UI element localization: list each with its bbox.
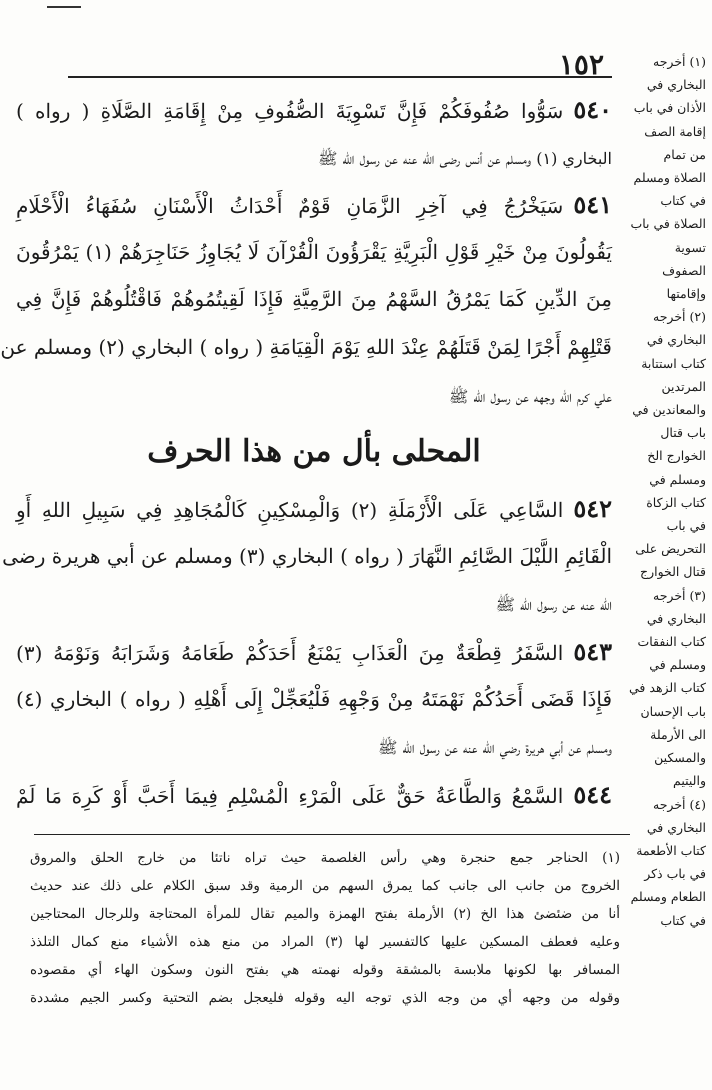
text-line xyxy=(2,533,612,581)
footnote-line: (١) الحناجر جمع حنجرة وهي رأس الغلصمة حيث تراه ناتئا من خارج الحلق والمروق xyxy=(30,850,620,866)
footnote-line: وقوله من وجهه أي من وجه الذي توجه اليه وقوله فليعجل بضم التحتية وكسر الجيم مشددة xyxy=(30,990,620,1006)
footnote-line: وعليه فعطف المسكين عليها كالتفسير لها (٣) المراد من منع هذه الأشياء منع كمال التلذذ xyxy=(30,934,620,950)
line-text: الْقَائِمِ اللَّيْلَ الصَّائِمِ النَّهَارَ ( رواه ) البخاري (٣) ومسلم عن أبي هريرة رضى xyxy=(2,543,612,568)
text-line xyxy=(16,134,612,182)
margin-note: (٢) أخرجه البخاري في كتاب استتابة المرتدين والمعاندين في باب قتال الخوارج الخ ومسلم في كتاب الزكاة في باب التحريض على قتال الخوارج xyxy=(632,309,706,580)
line-text: فَإِذَا قَضَى أَحَدُكُمْ نَهْمَتَهُ مِنْ وَجْهِهِ فَلْيُعَجِّلْ إِلَى أَهْلِهِ ( رواه ) البخاري (٤) xyxy=(16,686,612,711)
margin-notes xyxy=(628,50,706,1080)
text-line xyxy=(0,324,612,372)
footnote-line: المسافر بها لكونها ملابسة بالمشقة وقوله نهمته هي بفتح النون وسكون الهاء أي مقصوده xyxy=(30,962,620,978)
line-text: السَّمْعُ وَالطَّاعَةُ حَقٌّ عَلَى الْمَرْءِ الْمُسْلِمِ فِيمَا أَحَبَّ أَوْ كَرِهَ مَا لَمْ xyxy=(16,783,564,808)
line-text: السَّاعِي عَلَى الْأَرْمَلَةِ (٢) وَالْمِسْكِينِ كَالْمُجَاهِدِ فِي سَبِيلِ اللهِ أَوِ xyxy=(16,498,564,523)
text-line xyxy=(16,628,612,676)
line-text: سَوُّوا صُفُوفَكُمْ فَإِنَّ تَسْوِيَةَ الصُّفُوفِ مِنْ إِقَامَةِ الصَّلَاةِ ( رواه ) xyxy=(16,99,564,123)
line-text: ومسلم عن أبي هريرة رضي الله عنه عن رسول الله ﷺ xyxy=(378,738,612,758)
hadith-number: ٥٤٤ xyxy=(573,779,612,809)
line-text: الله عنه عن رسول الله ﷺ xyxy=(495,595,612,615)
line-text: قَتْلِهِمْ أَجْرًا لِمَنْ قَتَلَهُمْ عِنْدَ اللهِ يَوْمَ الْقِيَامَةِ ( رواه ) البخاري (٢) ومسلم عن xyxy=(0,334,612,359)
header-rule xyxy=(68,76,612,78)
line-text: مِنَ الدِّينِ كَمَا يَمْرُقُ السَّهْمُ مِنَ الرَّمِيَّةِ فَإِذَا لَقِيتُمُوهُمْ فَاقْتُلُوهُمْ فَإِنَّ فِي xyxy=(16,287,612,312)
text-line xyxy=(16,372,612,420)
section-heading: المحلى بأل من هذا الحرف xyxy=(147,434,481,470)
page-number: ١٥٢ xyxy=(558,48,604,81)
footnote-rule xyxy=(34,834,630,835)
line-text: علي كرم الله وجهه عن رسول الله ﷺ xyxy=(448,386,612,406)
margin-note: (٤) أخرجه البخاري في كتاب الأطعمة في باب ذكر الطعام ومسلم في كتاب xyxy=(630,796,706,928)
text-line xyxy=(16,723,612,771)
text-line xyxy=(16,485,612,533)
top-dash xyxy=(47,6,81,8)
text-body xyxy=(0,86,613,818)
text-line xyxy=(16,276,612,324)
line-text: يَقُولُونَ مِنْ خَيْرِ قَوْلِ الْبَرِيَّةِ يَقْرَؤُونَ الْقُرْآنَ لَا يُجَاوِزُ حَنَاجِرَهُمْ (١) يَمْرُقُونَ xyxy=(16,239,613,264)
line-text: السَّفَرُ قِطْعَةٌ مِنَ الْعَذَابِ يَمْنَعُ أَحَدَكُمْ طَعَامَهُ وَشَرَابَهُ وَنَوْمَهُ (٣) xyxy=(16,640,564,665)
hadith-number: ٥٤٣ xyxy=(573,636,612,666)
text-line xyxy=(16,229,612,277)
footnote-line: الخروج من جانب الى جانب كما يمرق السهم من الرمية وقد سبق الكلام على ذلك عند حديث xyxy=(30,878,620,894)
text-line xyxy=(16,86,612,134)
footnote-line: أنا من ضئضئ هذا الخ (٢) الأرملة بفتح الهمزة والميم تقال للمرأة المحتاجة وللرجال المحتاجين xyxy=(30,906,621,922)
hadith-number: ٥٤٢ xyxy=(573,494,612,524)
margin-note: (١) أخرجه البخاري في الأذان في باب إقامة الصف من تمام الصلاة ومسلم في كتاب الصلاة في باب تسوية الصفوف وإقامتها xyxy=(630,54,706,302)
hadith-number: ٥٤٠ xyxy=(573,95,612,124)
text-line xyxy=(16,771,612,819)
line-text: البخاري (١) ومسلم عن أنس رضى الله عنه عن رسول الله ﷺ xyxy=(318,148,612,168)
main-column xyxy=(0,44,621,1084)
text-line xyxy=(16,580,612,628)
text-line xyxy=(16,676,612,724)
margin-note: (٣) أخرجه البخاري في كتاب النفقات ومسلم في كتاب الزهد في باب الإحسان الى الأرملة والمسكين واليتيم xyxy=(629,587,706,789)
footnotes xyxy=(30,844,620,1012)
text-line xyxy=(16,181,612,229)
hadith-number: ٥٤١ xyxy=(573,190,612,220)
line-text: سَيَخْرُجُ فِي آخِرِ الزَّمَانِ قَوْمٌ أَحْدَاثُ الْأَسْنَانِ سُفَهَاءُ الْأَحْلَامِ xyxy=(16,194,564,219)
